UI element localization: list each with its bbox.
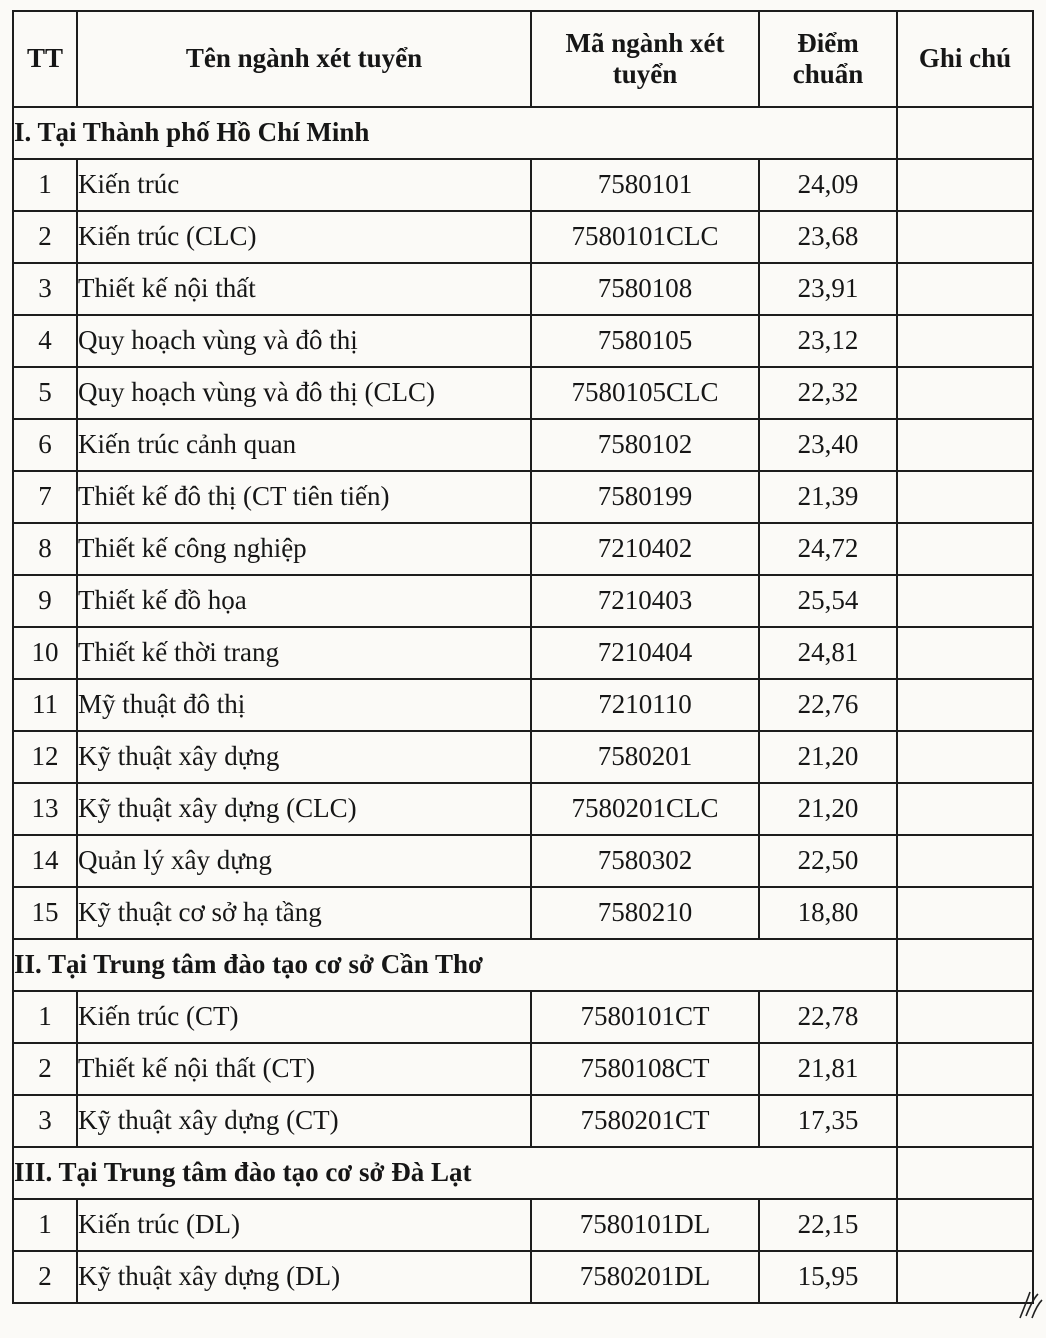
row-tt-cell: 6 bbox=[13, 419, 77, 471]
row-tt-cell: 2 bbox=[13, 211, 77, 263]
row-name-cell: Kỹ thuật xây dựng bbox=[77, 731, 531, 783]
row-note-cell bbox=[897, 419, 1033, 471]
row-code-cell: 7210402 bbox=[531, 523, 759, 575]
row-note-cell bbox=[897, 471, 1033, 523]
row-tt-cell: 2 bbox=[13, 1043, 77, 1095]
section-row bbox=[13, 1147, 1033, 1199]
header-score: Điểm chuẩn bbox=[759, 11, 897, 107]
section-note-cell bbox=[897, 107, 1033, 159]
table-row bbox=[13, 1199, 1033, 1251]
row-code-cell: 7580201DL bbox=[531, 1251, 759, 1303]
row-tt-cell: 8 bbox=[13, 523, 77, 575]
table-row bbox=[13, 679, 1033, 731]
row-name-cell: Kiến trúc cảnh quan bbox=[77, 419, 531, 471]
table-row bbox=[13, 887, 1033, 939]
row-score-cell: 23,91 bbox=[759, 263, 897, 315]
row-note-cell bbox=[897, 1043, 1033, 1095]
row-name-cell: Kỹ thuật xây dựng (DL) bbox=[77, 1251, 531, 1303]
section-note-cell bbox=[897, 939, 1033, 991]
row-score-cell: 22,32 bbox=[759, 367, 897, 419]
row-tt-cell: 9 bbox=[13, 575, 77, 627]
row-score-cell: 22,50 bbox=[759, 835, 897, 887]
row-name-cell: Thiết kế đồ họa bbox=[77, 575, 531, 627]
row-name-cell: Kỹ thuật cơ sở hạ tầng bbox=[77, 887, 531, 939]
table-row bbox=[13, 627, 1033, 679]
table-row bbox=[13, 523, 1033, 575]
row-name-cell: Thiết kế công nghiệp bbox=[77, 523, 531, 575]
signature-mark bbox=[1016, 1288, 1044, 1322]
header-tt: TT bbox=[13, 11, 77, 107]
row-note-cell bbox=[897, 835, 1033, 887]
row-note-cell bbox=[897, 523, 1033, 575]
row-name-cell: Kỹ thuật xây dựng (CT) bbox=[77, 1095, 531, 1147]
row-name-cell: Quản lý xây dựng bbox=[77, 835, 531, 887]
section-row bbox=[13, 107, 1033, 159]
row-note-cell bbox=[897, 575, 1033, 627]
row-name-cell: Thiết kế nội thất bbox=[77, 263, 531, 315]
row-tt-cell: 4 bbox=[13, 315, 77, 367]
row-tt-cell: 3 bbox=[13, 263, 77, 315]
row-note-cell bbox=[897, 887, 1033, 939]
row-score-cell: 24,72 bbox=[759, 523, 897, 575]
row-code-cell: 7580201CLC bbox=[531, 783, 759, 835]
admission-score-table bbox=[12, 10, 1034, 1304]
row-code-cell: 7580102 bbox=[531, 419, 759, 471]
row-name-cell: Quy hoạch vùng và đô thị bbox=[77, 315, 531, 367]
row-score-cell: 22,15 bbox=[759, 1199, 897, 1251]
row-code-cell: 7210404 bbox=[531, 627, 759, 679]
row-code-cell: 7580302 bbox=[531, 835, 759, 887]
section-title: II. Tại Trung tâm đào tạo cơ sở Cần Thơ bbox=[13, 939, 897, 991]
section-row bbox=[13, 939, 1033, 991]
row-code-cell: 7580201CT bbox=[531, 1095, 759, 1147]
row-score-cell: 25,54 bbox=[759, 575, 897, 627]
row-score-cell: 22,78 bbox=[759, 991, 897, 1043]
row-code-cell: 7580108CT bbox=[531, 1043, 759, 1095]
header-note: Ghi chú bbox=[897, 11, 1033, 107]
table-row bbox=[13, 263, 1033, 315]
table-row bbox=[13, 367, 1033, 419]
row-tt-cell: 2 bbox=[13, 1251, 77, 1303]
row-code-cell: 7580101DL bbox=[531, 1199, 759, 1251]
row-tt-cell: 11 bbox=[13, 679, 77, 731]
table-row bbox=[13, 315, 1033, 367]
row-score-cell: 21,20 bbox=[759, 731, 897, 783]
admission-score-document bbox=[12, 10, 1034, 1304]
row-score-cell: 23,12 bbox=[759, 315, 897, 367]
table-row bbox=[13, 731, 1033, 783]
table-row bbox=[13, 991, 1033, 1043]
table-row bbox=[13, 783, 1033, 835]
row-tt-cell: 15 bbox=[13, 887, 77, 939]
row-code-cell: 7580105CLC bbox=[531, 367, 759, 419]
table-body bbox=[13, 107, 1033, 1303]
row-score-cell: 24,81 bbox=[759, 627, 897, 679]
row-code-cell: 7580108 bbox=[531, 263, 759, 315]
row-tt-cell: 10 bbox=[13, 627, 77, 679]
row-score-cell: 23,68 bbox=[759, 211, 897, 263]
row-note-cell bbox=[897, 783, 1033, 835]
row-score-cell: 21,81 bbox=[759, 1043, 897, 1095]
table-header-row bbox=[13, 11, 1033, 107]
row-tt-cell: 3 bbox=[13, 1095, 77, 1147]
row-tt-cell: 12 bbox=[13, 731, 77, 783]
header-code: Mã ngành xét tuyển bbox=[531, 11, 759, 107]
row-note-cell bbox=[897, 315, 1033, 367]
table-row bbox=[13, 1043, 1033, 1095]
row-note-cell bbox=[897, 627, 1033, 679]
table-row bbox=[13, 835, 1033, 887]
row-note-cell bbox=[897, 263, 1033, 315]
row-score-cell: 18,80 bbox=[759, 887, 897, 939]
row-score-cell: 24,09 bbox=[759, 159, 897, 211]
row-name-cell: Quy hoạch vùng và đô thị (CLC) bbox=[77, 367, 531, 419]
section-note-cell bbox=[897, 1147, 1033, 1199]
row-note-cell bbox=[897, 159, 1033, 211]
row-code-cell: 7580101CLC bbox=[531, 211, 759, 263]
table-row bbox=[13, 159, 1033, 211]
row-code-cell: 7580105 bbox=[531, 315, 759, 367]
row-score-cell: 22,76 bbox=[759, 679, 897, 731]
row-code-cell: 7210110 bbox=[531, 679, 759, 731]
table-row bbox=[13, 575, 1033, 627]
row-name-cell: Kiến trúc bbox=[77, 159, 531, 211]
header-name: Tên ngành xét tuyển bbox=[77, 11, 531, 107]
row-code-cell: 7580101 bbox=[531, 159, 759, 211]
row-name-cell: Kiến trúc (CT) bbox=[77, 991, 531, 1043]
row-note-cell bbox=[897, 1095, 1033, 1147]
section-title: III. Tại Trung tâm đào tạo cơ sở Đà Lạt bbox=[13, 1147, 897, 1199]
row-score-cell: 15,95 bbox=[759, 1251, 897, 1303]
row-code-cell: 7580199 bbox=[531, 471, 759, 523]
row-note-cell bbox=[897, 367, 1033, 419]
row-code-cell: 7580210 bbox=[531, 887, 759, 939]
row-tt-cell: 7 bbox=[13, 471, 77, 523]
row-code-cell: 7580101CT bbox=[531, 991, 759, 1043]
row-name-cell: Kiến trúc (CLC) bbox=[77, 211, 531, 263]
row-name-cell: Mỹ thuật đô thị bbox=[77, 679, 531, 731]
row-name-cell: Kỹ thuật xây dựng (CLC) bbox=[77, 783, 531, 835]
row-tt-cell: 5 bbox=[13, 367, 77, 419]
section-title: I. Tại Thành phố Hồ Chí Minh bbox=[13, 107, 897, 159]
row-name-cell: Thiết kế đô thị (CT tiên tiến) bbox=[77, 471, 531, 523]
row-note-cell bbox=[897, 1199, 1033, 1251]
row-tt-cell: 1 bbox=[13, 991, 77, 1043]
row-note-cell bbox=[897, 211, 1033, 263]
row-name-cell: Kiến trúc (DL) bbox=[77, 1199, 531, 1251]
row-name-cell: Thiết kế thời trang bbox=[77, 627, 531, 679]
table-row bbox=[13, 1251, 1033, 1303]
row-score-cell: 17,35 bbox=[759, 1095, 897, 1147]
row-score-cell: 21,39 bbox=[759, 471, 897, 523]
table-row bbox=[13, 471, 1033, 523]
row-tt-cell: 13 bbox=[13, 783, 77, 835]
row-score-cell: 21,20 bbox=[759, 783, 897, 835]
row-note-cell bbox=[897, 731, 1033, 783]
table-row bbox=[13, 419, 1033, 471]
row-tt-cell: 1 bbox=[13, 159, 77, 211]
row-code-cell: 7210403 bbox=[531, 575, 759, 627]
row-tt-cell: 14 bbox=[13, 835, 77, 887]
row-score-cell: 23,40 bbox=[759, 419, 897, 471]
table-row bbox=[13, 211, 1033, 263]
row-name-cell: Thiết kế nội thất (CT) bbox=[77, 1043, 531, 1095]
row-note-cell bbox=[897, 679, 1033, 731]
table-row bbox=[13, 1095, 1033, 1147]
row-note-cell bbox=[897, 991, 1033, 1043]
row-tt-cell: 1 bbox=[13, 1199, 77, 1251]
row-code-cell: 7580201 bbox=[531, 731, 759, 783]
row-note-cell bbox=[897, 1251, 1033, 1303]
